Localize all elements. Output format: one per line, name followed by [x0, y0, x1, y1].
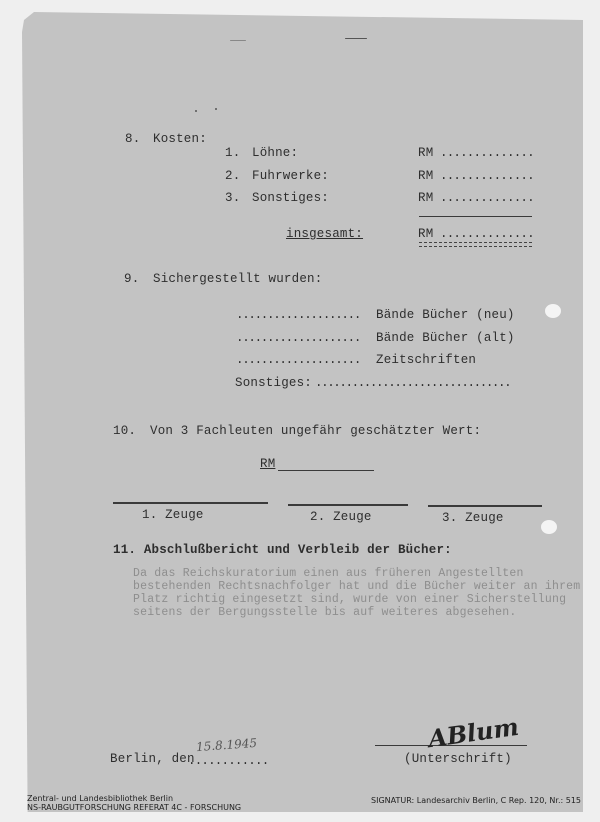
cost-item-number: 3.: [225, 191, 241, 205]
secured-item-label: Bände Bücher (alt): [376, 331, 515, 345]
total-double-rule: [419, 242, 532, 247]
footer-library-name: Zentral- und Landesbibliothek Berlin: [27, 794, 174, 803]
section-11-number: 11.: [113, 543, 137, 557]
cost-item-value[interactable]: ..............: [440, 146, 534, 160]
cost-item-currency: RM: [418, 146, 434, 160]
handwritten-date: 15.8.1945: [195, 735, 258, 755]
estimated-value-currency: RM: [260, 457, 276, 471]
footer-signature-ref: SIGNATUR: Landesarchiv Berlin, C Rep. 120, Nr.: 515: [371, 796, 582, 805]
secured-item-blank[interactable]: ....................: [236, 353, 361, 367]
total-currency: RM: [418, 227, 434, 241]
paper-speck: [195, 110, 197, 112]
signature: ABlum: [426, 711, 521, 754]
witness-3-signature-line[interactable]: [428, 505, 542, 507]
final-report-body: Da das Reichskuratorium einen aus früheren Angestellten bestehenden Rechtsnachfolger hat und die Bücher weiter an ihrem Platz richtig eingesetzt sind, wurde von einer Sicherstellung seitens der Bergungsstelle bis auf weiteres abgesehen.: [133, 567, 581, 619]
section-11-heading: [113, 543, 452, 557]
secured-item-label: Zeitschriften: [376, 353, 477, 367]
subtotal-rule: [419, 216, 532, 217]
secured-other-blank[interactable]: ................................: [315, 376, 511, 390]
paper-speck: [345, 38, 367, 39]
section-10-heading: Von 3 Fachleuten ungefähr geschätzter Wert:: [150, 424, 482, 438]
secured-item-blank[interactable]: ....................: [236, 308, 361, 322]
witness-3-label: 3. Zeuge: [442, 511, 504, 525]
total-value[interactable]: ..............: [440, 227, 534, 241]
secured-other-label: Sonstiges:: [235, 376, 313, 390]
cost-item-label: Fuhrwerke:: [252, 169, 330, 183]
section-8-heading: Kosten:: [153, 132, 207, 146]
cost-item-value[interactable]: ..............: [440, 169, 534, 183]
section-9-heading: Sichergestellt wurden:: [153, 272, 323, 286]
cost-item-currency: RM: [418, 191, 434, 205]
section-10-number: 10.: [113, 424, 137, 438]
date-blank[interactable]: ............: [188, 754, 269, 768]
cost-item-number: 2.: [225, 169, 241, 183]
estimated-value-line[interactable]: [278, 470, 374, 471]
section-11-title: Abschlußbericht und Verbleib der Bücher:: [143, 543, 452, 557]
total-label: insgesamt:: [286, 227, 364, 241]
secured-item-label: Bände Bücher (neu): [376, 308, 515, 322]
witness-2-label: 2. Zeuge: [310, 510, 372, 524]
witness-1-label: 1. Zeuge: [142, 508, 204, 522]
place-label: Berlin, den: [110, 752, 195, 766]
cost-item-label: Löhne:: [252, 146, 299, 160]
footer-department: NS-RAUBGUTFORSCHUNG REFERAT 4C - FORSCHUNG: [27, 803, 242, 812]
section-8-number: 8.: [125, 132, 141, 146]
footer-library-info: [27, 794, 241, 812]
cost-item-number: 1.: [225, 146, 241, 160]
secured-item-blank[interactable]: ....................: [236, 331, 361, 345]
paper-speck: [215, 108, 217, 110]
punch-hole: [545, 304, 561, 318]
cost-item-currency: RM: [418, 169, 434, 183]
cost-item-value[interactable]: ..............: [440, 191, 534, 205]
paper-speck: [230, 40, 246, 41]
witness-1-signature-line[interactable]: [113, 502, 268, 504]
signature-label: (Unterschrift): [404, 752, 512, 766]
cost-item-label: Sonstiges:: [252, 191, 330, 205]
section-9-number: 9.: [124, 272, 140, 286]
document-page: [22, 12, 583, 812]
punch-hole: [541, 520, 557, 534]
witness-2-signature-line[interactable]: [288, 504, 408, 506]
